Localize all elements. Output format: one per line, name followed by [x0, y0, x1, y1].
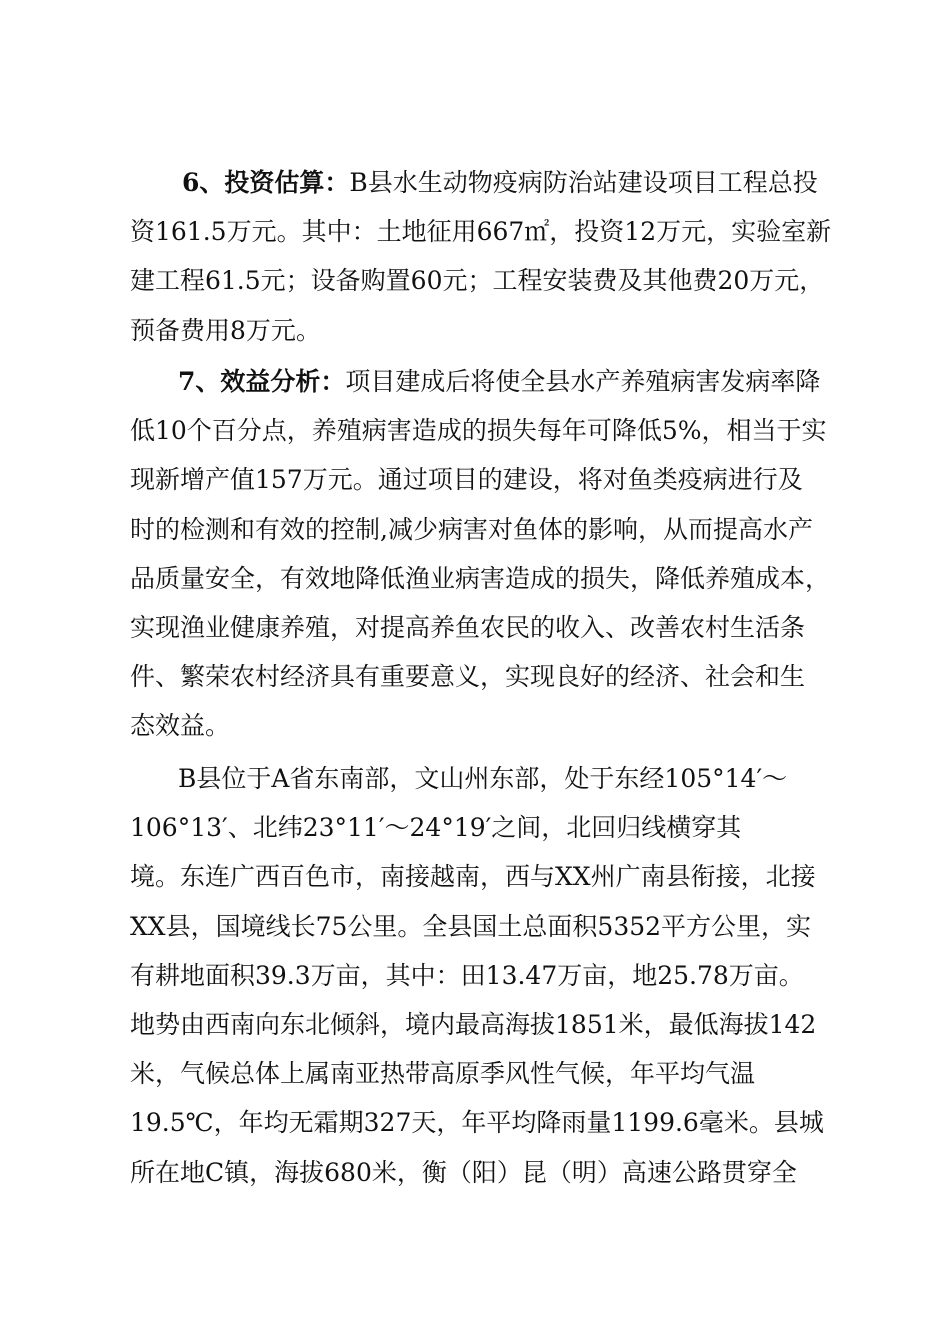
paragraph-line: 境。东连广西百色市，南接越南，西与XX州广南县衔接，北接 — [130, 862, 816, 892]
paragraph-line: 件、繁荣农村经济具有重要意义，实现良好的经济、社会和生 — [130, 662, 806, 692]
paragraph-line: 19.5℃，年均无霜期327天，年平均降雨量1199.6毫米。县城 — [130, 1108, 824, 1138]
paragraph-line: XX县，国境线长75公里。全县国土总面积5352平方公里，实 — [130, 911, 812, 941]
paragraph-line: B县位于A省东南部，文山州东部，处于东经105°14′～ — [178, 764, 788, 793]
paragraph-line — [130, 158, 830, 207]
paragraph-text: B县水生动物疫病防治站建设项目工程总投 — [349, 168, 818, 197]
paragraph-line: 预备费用8万元。 — [130, 315, 321, 345]
paragraph-line: 实现渔业健康养殖，对提高养鱼农民的收入、改善农村生活条 — [130, 612, 806, 642]
section-heading-investment: 6、投资估算： — [182, 168, 350, 197]
paragraph-line: 品质量安全，有效地降低渔业病害造成的损失，降低养殖成本， — [130, 563, 831, 593]
paragraph-line: 所在地C镇，海拔680米，衡（阳）昆（明）高速公路贯穿全 — [130, 1157, 797, 1187]
paragraph-line: 低10个百分点，养殖病害造成的损失每年可降低5%，相当于实 — [130, 416, 827, 446]
paragraph-line: 态效益。 — [130, 711, 231, 741]
paragraph-line: 106°13′、北纬23°11′～24°19′之间，北回归线横穿其 — [130, 813, 742, 843]
section-heading-benefit: 7、效益分析： — [178, 367, 346, 396]
paragraph-line: 现新增产值157万元。通过项目的建设，将对鱼类疫病进行及 — [130, 465, 803, 495]
paragraph-line: 资161.5万元。其中：土地征用667㎡，投资12万元，实验室新 — [130, 217, 832, 247]
paragraph-line — [130, 357, 830, 406]
paragraph-line: 地势由西南向东北倾斜，境内最高海拔1851米，最低海拔142 — [130, 1009, 817, 1039]
paragraph-benefit-analysis — [130, 357, 830, 751]
paragraph-line: 米，气候总体上属南亚热带高原季风性气候，年平均气温 — [130, 1059, 756, 1089]
paragraph-line: 有耕地面积39.3万亩，其中：田13.47万亩，地25.78万亩。 — [130, 960, 804, 990]
paragraph-county-overview — [130, 754, 830, 1197]
paragraph-line: 建工程61.5元；设备购置60元；工程安装费及其他费20万元， — [130, 266, 825, 296]
paragraph-investment-estimate — [130, 158, 830, 355]
paragraph-text: 项目建成后将使全县水产养殖病害发病率降 — [345, 367, 821, 396]
paragraph-line: 时的检测和有效的控制,减少病害对鱼体的影响，从而提高水产 — [130, 514, 813, 544]
